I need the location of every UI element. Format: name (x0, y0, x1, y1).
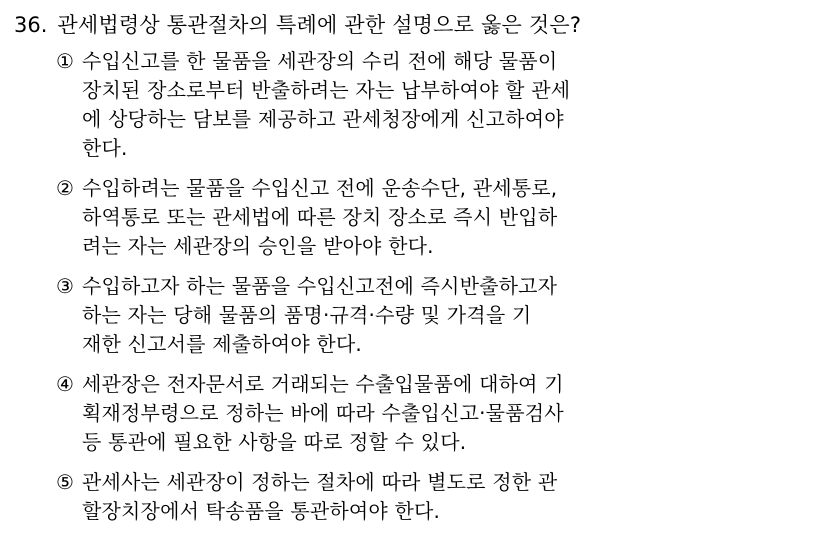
choice-line: 에 상당하는 담보를 제공하고 관세청장에게 신고하여야 (82, 107, 564, 131)
choice-text-3 (82, 272, 557, 359)
choice-line: 재한 신고서를 제출하여야 한다. (82, 332, 362, 356)
choice-line: 관세사는 세관장이 정하는 절차에 따라 별도로 정한 관 (82, 470, 558, 494)
choice-marker-2: ② (56, 176, 74, 200)
choice-line: 하는 자는 당해 물품의 품명·규격·수량 및 가격을 기 (82, 303, 532, 327)
choice-marker-1: ① (56, 49, 74, 73)
choice-option-5[interactable] (56, 468, 808, 526)
choice-line: 한다. (82, 136, 128, 160)
choice-option-2[interactable] (56, 174, 808, 261)
choice-text-5 (82, 468, 557, 526)
question-block (0, 0, 826, 40)
choice-line: 장치된 장소로부터 반출하려는 자는 납부하여야 할 관세 (82, 78, 571, 102)
choice-option-4[interactable] (56, 370, 808, 457)
question-number: 36. (14, 13, 48, 37)
choice-marker-3: ③ (56, 274, 74, 298)
choice-line: 할장치장에서 탁송품을 통관하여야 한다. (82, 499, 441, 523)
choice-line: 수입하려는 물품을 수입신고 전에 운송수단, 관세통로, (82, 176, 558, 200)
choice-text-2 (82, 174, 557, 261)
choice-line: 세관장은 전자문서로 거래되는 수출입물품에 대하여 기 (82, 372, 564, 396)
choice-line: 수입신고를 한 물품을 세관장의 수리 전에 해당 물품이 (82, 49, 558, 73)
choice-option-1[interactable] (56, 47, 808, 163)
choice-line: 하역통로 또는 관세법에 따른 장치 장소로 즉시 반입하 (82, 205, 558, 229)
question-text: 관세법령상 통관절차의 특례에 관한 설명으로 옳은 것은? (57, 13, 582, 37)
choice-text-4 (82, 370, 564, 457)
choice-marker-5: ⑤ (56, 470, 74, 494)
choice-line: 려는 자는 세관장의 승인을 받아야 한다. (82, 234, 434, 258)
choice-list (0, 47, 826, 526)
choice-line: 등 통관에 필요한 사항을 따로 정할 수 있다. (82, 430, 467, 454)
choice-text-1 (82, 47, 570, 163)
choice-option-3[interactable] (56, 272, 808, 359)
choice-marker-4: ④ (56, 372, 74, 396)
choice-line: 획재정부령으로 정하는 바에 따라 수출입신고·물품검사 (82, 401, 564, 425)
choice-line: 수입하고자 하는 물품을 수입신고전에 즉시반출하고자 (82, 274, 558, 298)
